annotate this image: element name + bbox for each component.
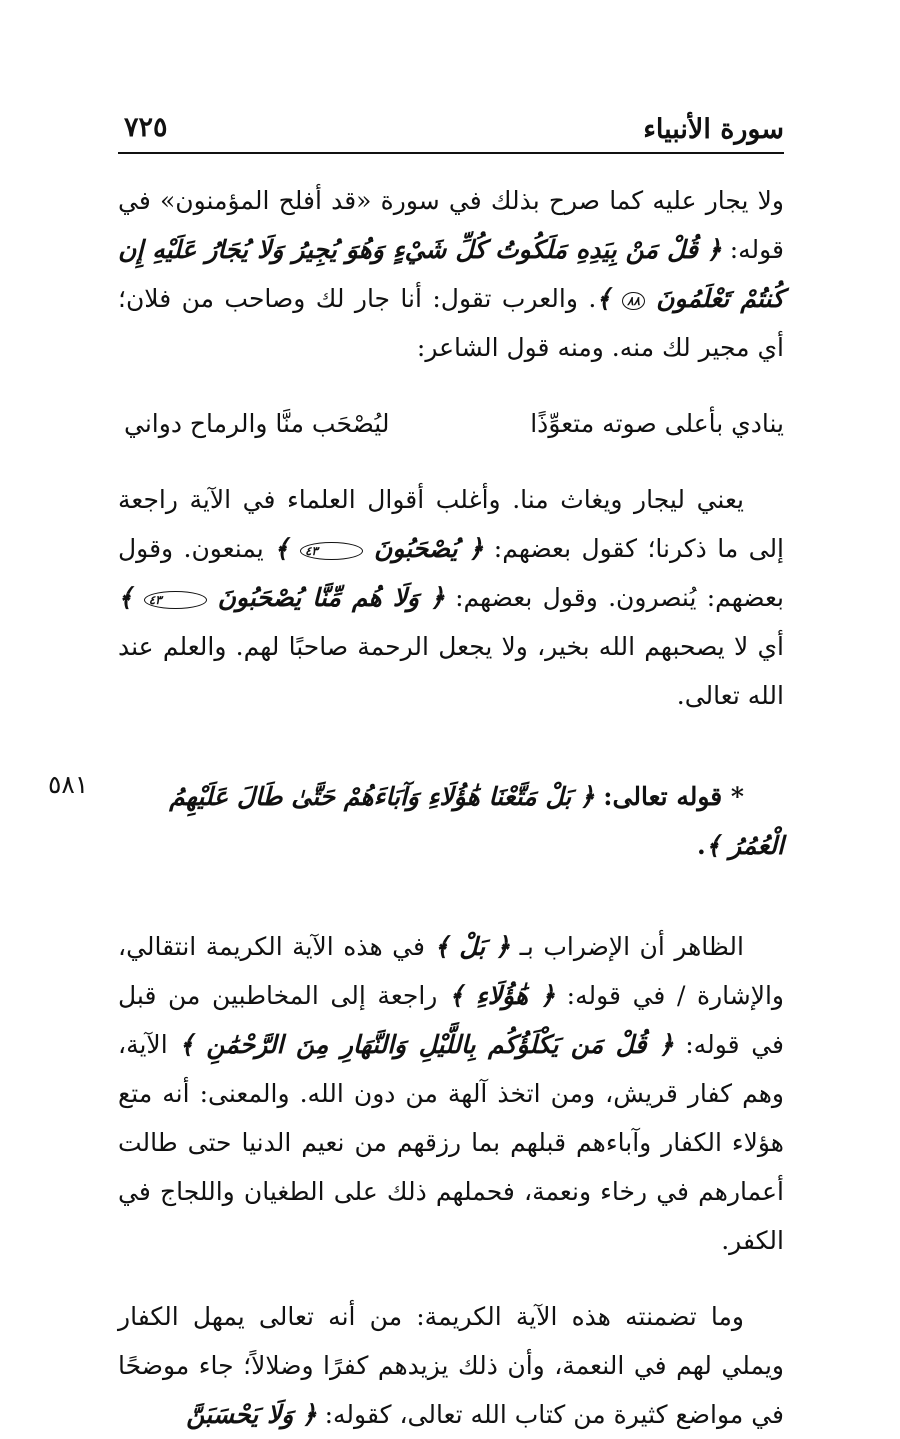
text: راجعة إلى المخاطبين من قبل في قوله: [118,981,784,1059]
quran-verse [274,534,483,563]
text: يعني ليجار ويغاث منا. وأغلب أقوال العلماء في الآية راجعة إلى ما ذكرنا؛ كقول بعضهم: [118,485,785,563]
paragraph-1 [118,176,784,372]
page-number: ٧٢٥ [124,112,168,143]
ayah-number: ٤٣ [300,542,363,560]
page-header [118,112,784,154]
text: وما تضمنته هذه الآية الكريمة: من أنه تعالى يمهل الكفار ويملي لهم في النعمة، وأن ذلك يزيدهم كفرًا وضلالاً؛ جاء موضحًا في مواضع كثيرة من كتاب الله تعالى، كقوله: [118,1302,784,1429]
verse-text: ﴿ وَلَا هُم مِّنَّا يُصْحَبُونَ [206,583,445,612]
text: أي لا يصحبهم الله بخير، ولا يجعل الرحمة صاحبًا لهم. والعلم عند الله تعالى. [118,632,784,710]
ayah-number: ٤٣ [144,591,207,609]
verse-bracket: ﴾ [596,284,623,313]
verse-text: ﴿ يُصْحَبُونَ [362,534,484,563]
text: ولا يجار عليه كما صرح بذلك في سورة «قد أفلح المؤمنون» في قوله: [118,186,784,264]
star-ornament: * [730,782,744,811]
quran-verse: ﴿ قُلْ مَن يَكْلَؤُكُم بِاللَّيْلِ وَالنَّهَارِ مِنَ الرَّحْمَٰنِ ﴾ [179,1030,674,1059]
quran-verse: ﴿ بَلْ ﴾ [434,932,511,961]
paragraph-4 [118,1292,784,1439]
surah-name: سورة الأنبياء [643,114,784,145]
text: في هذه الآية الكريمة انتقالي، والإشارة / في قوله: [118,932,784,1010]
quran-verse: ﴿ بَلْ مَتَّعْنَا هَٰؤُلَاءِ وَآبَاءَهُمْ حَتَّىٰ طَالَ عَلَيْهِمُ الْعُمُرُ ﴾ [169,782,784,860]
ayah-number: ٨٨ [622,292,645,310]
verse-bracket: ﴾ [274,534,300,563]
paragraph-2 [118,475,784,720]
heading-end: . [697,831,706,860]
text: الآية، وهم كفار قريش، ومن اتخذ آلهة من دون الله. والمعنى: أنه متع هؤلاء الكفار وآباءهم قبلهم بما رزقهم من نعيم الدنيا حتى طالت أعمارهم في رخاء ونعمة، فحملهم ذلك على الطغيان واللجاج في الكفر. [118,1030,784,1255]
text: . والعرب تقول: أنا جار لك وصاحب من فلان؛ أي مجير لك منه. ومنه قول الشاعر: [118,284,784,362]
hemistich-second: ليُصْحَب منَّا والرماح دواني [124,409,390,438]
poetry-verse [118,399,784,448]
book-page [118,0,785,1429]
margin-page-reference: ٥٨١ [48,770,89,799]
heading-lead: قوله تعالى: [594,782,731,811]
quran-verse [118,583,445,612]
paragraph-3 [118,922,784,1265]
quran-verse: ﴿ وَلَا يَحْسَبَنَّ [186,1400,317,1429]
text: يمنعون. وقول بعضهم: يُنصرون. وقول بعضهم: [118,534,784,612]
verse-text: ﴿ قُلْ مَنْ بِيَدِهِ مَلَكُوتُ كُلِّ شَيْءٍ وَهُوَ يُجِيرُ وَلَا يُجَارُ عَلَيْهِ إِن كُنتُمْ تَعْلَمُونَ [118,235,784,313]
page-body [118,176,784,1439]
text: الظاهر أن الإضراب بـ [510,932,744,961]
verse-bracket: ﴾ [118,583,144,612]
hemistich-first: ينادي بأعلى صوته متعوِّذًا [530,409,784,438]
verse-heading [118,772,784,870]
quran-verse: ﴿ هَٰؤُلَاءِ ﴾ [448,981,556,1010]
